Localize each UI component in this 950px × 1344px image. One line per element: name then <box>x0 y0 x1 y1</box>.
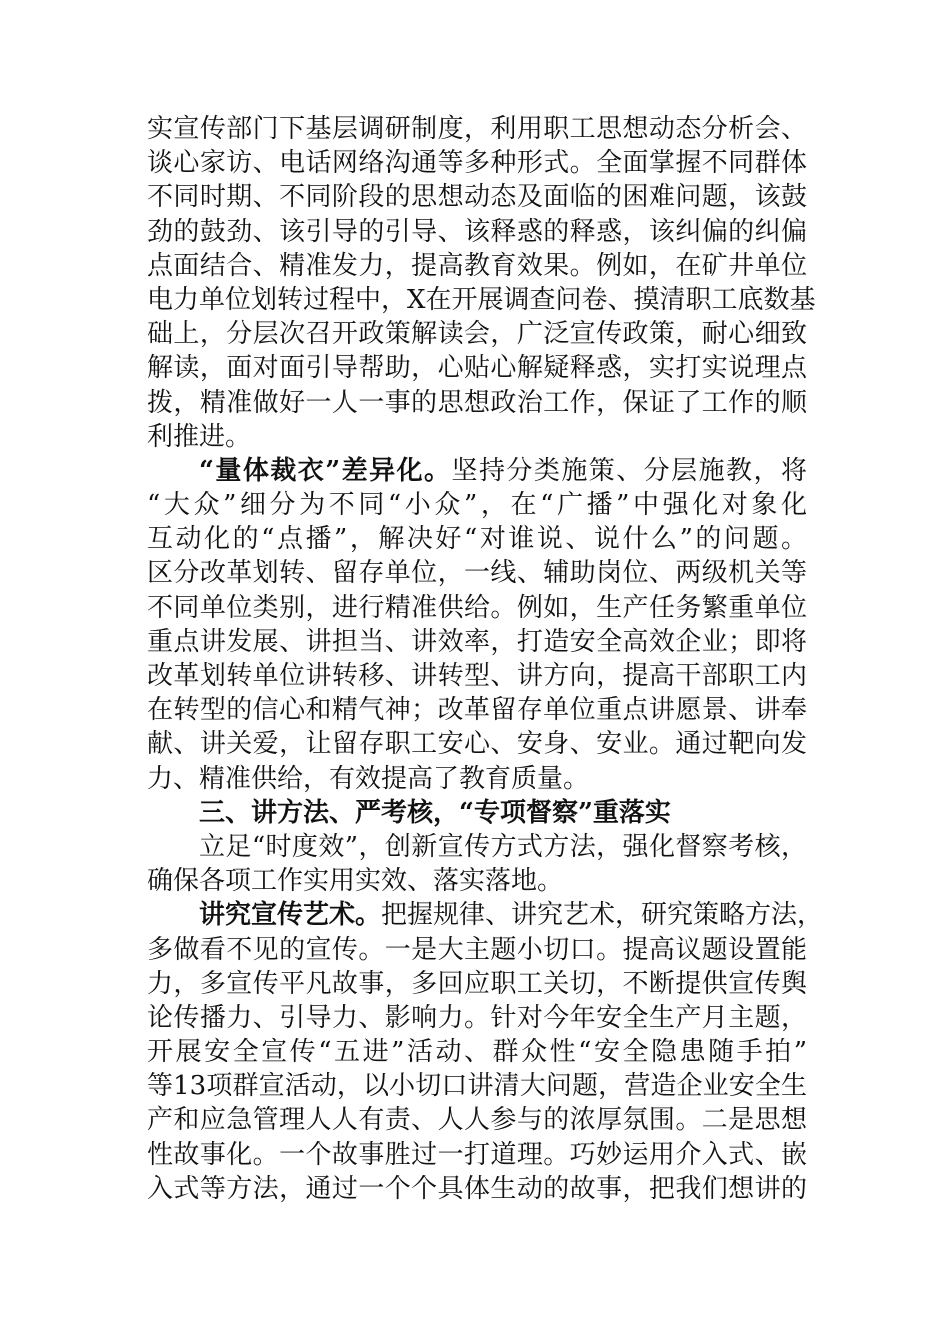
p4-line-9: 入式等方法，通过一个个具体生动的故事，把我们想讲的 <box>147 1173 807 1204</box>
p1-line-2: 谈心家访、电话网络沟通等多种形式。全面掌握不同群体 <box>147 148 807 179</box>
p4-line-6: 等13项群宣活动，以小切口讲清大问题，营造企业安全生 <box>147 1071 807 1102</box>
p2-lead-heading: “量体裁衣”差异化。 <box>199 455 452 486</box>
p1-line-7: 础上，分层次召开政策解读会，广泛宣传政策，耐心细致 <box>147 319 807 350</box>
p4-line-1 <box>147 898 824 932</box>
p2-line-8: 在转型的信心和精气神；改革留存单位重点讲愿景、讲奉 <box>147 695 807 726</box>
p4-line-3: 力，多宣传平凡故事，多回应职工关切，不断提供宣传舆 <box>147 968 807 999</box>
p4-lead-heading: 讲究宣传艺术。 <box>199 900 382 931</box>
p4-line-4: 论传播力、引导力、影响力。针对今年安全生产月主题， <box>147 1002 807 1033</box>
p4-line-5: 开展安全宣传“五进”活动、群众性“安全隐患随手拍” <box>147 1037 807 1068</box>
p1-line-8: 解读，面对面引导帮助，心贴心解疑释惑，实打实说理点 <box>147 353 807 384</box>
p2-line-1 <box>147 454 807 488</box>
section-heading-3: 三、讲方法、严考核，“专项督察”重落实 <box>199 797 671 828</box>
p2-line-7: 改革划转单位讲转移、讲转型、讲方向，提高干部职工内 <box>147 661 807 691</box>
p1-line-5: 点面结合、精准发力，提高教育效果。例如，在矿井单位 <box>147 250 807 281</box>
p2-line-10: 力、精准供给，有效提高了教育质量。 <box>147 763 590 794</box>
p4-line-8: 性故事化。一个故事胜过一打道理。巧妙运用介入式、嵌 <box>147 1139 807 1170</box>
p4-line-7: 产和应急管理人人有责、人人参与的浓厚氛围。二是思想 <box>147 1105 807 1136</box>
p3-line-2: 确保各项工作实用实效、落实落地。 <box>147 866 564 897</box>
p2-first-rest: 坚持分类施策、分层施教，将 <box>451 455 807 486</box>
p2-line-4: 区分改革划转、留存单位，一线、辅助岗位、两级机关等 <box>147 558 807 589</box>
p3-line-1: 立足“时度效”，创新宣传方式方法，强化督察考核， <box>199 831 807 862</box>
p2-line-5: 不同单位类别，进行精准供给。例如，生产任务繁重单位 <box>147 592 807 623</box>
p1-line-9: 拨，精准做好一人一事的思想政治工作，保证了工作的顺 <box>147 387 807 418</box>
document-body <box>147 112 824 1206</box>
p4-first-rest: 把握规律、讲究艺术，研究策略方法， <box>381 900 824 931</box>
p2-line-3: 互动化的“点播”，解决好“对谁说、说什么”的问题。 <box>147 524 807 555</box>
p1-line-4: 劲的鼓劲、该引导的引导、该释惑的释惑，该纠偏的纠偏 <box>147 216 807 247</box>
p1-line-6: 电力单位划转过程中，X在开展调查问卷、摸清职工底数基 <box>147 284 816 315</box>
p4-line-2: 多做看不见的宣传。一是大主题小切口。提高议题设置能 <box>147 934 807 965</box>
p1-line-1: 实宣传部门下基层调研制度，利用职工思想动态分析会、 <box>147 114 807 144</box>
p2-line-6: 重点讲发展、讲担当、讲效率，打造安全高效企业；即将 <box>147 626 807 657</box>
p1-line-3: 不同时期、不同阶段的思想动态及面临的困难问题，该鼓 <box>147 182 807 213</box>
p1-line-10: 利推进。 <box>147 421 252 452</box>
p2-line-9: 献、讲关爱，让留存职工安心、安身、安业。通过靶向发 <box>147 729 807 760</box>
p2-line-2: “大众”细分为不同“小众”，在“广播”中强化对象化 <box>147 490 807 521</box>
